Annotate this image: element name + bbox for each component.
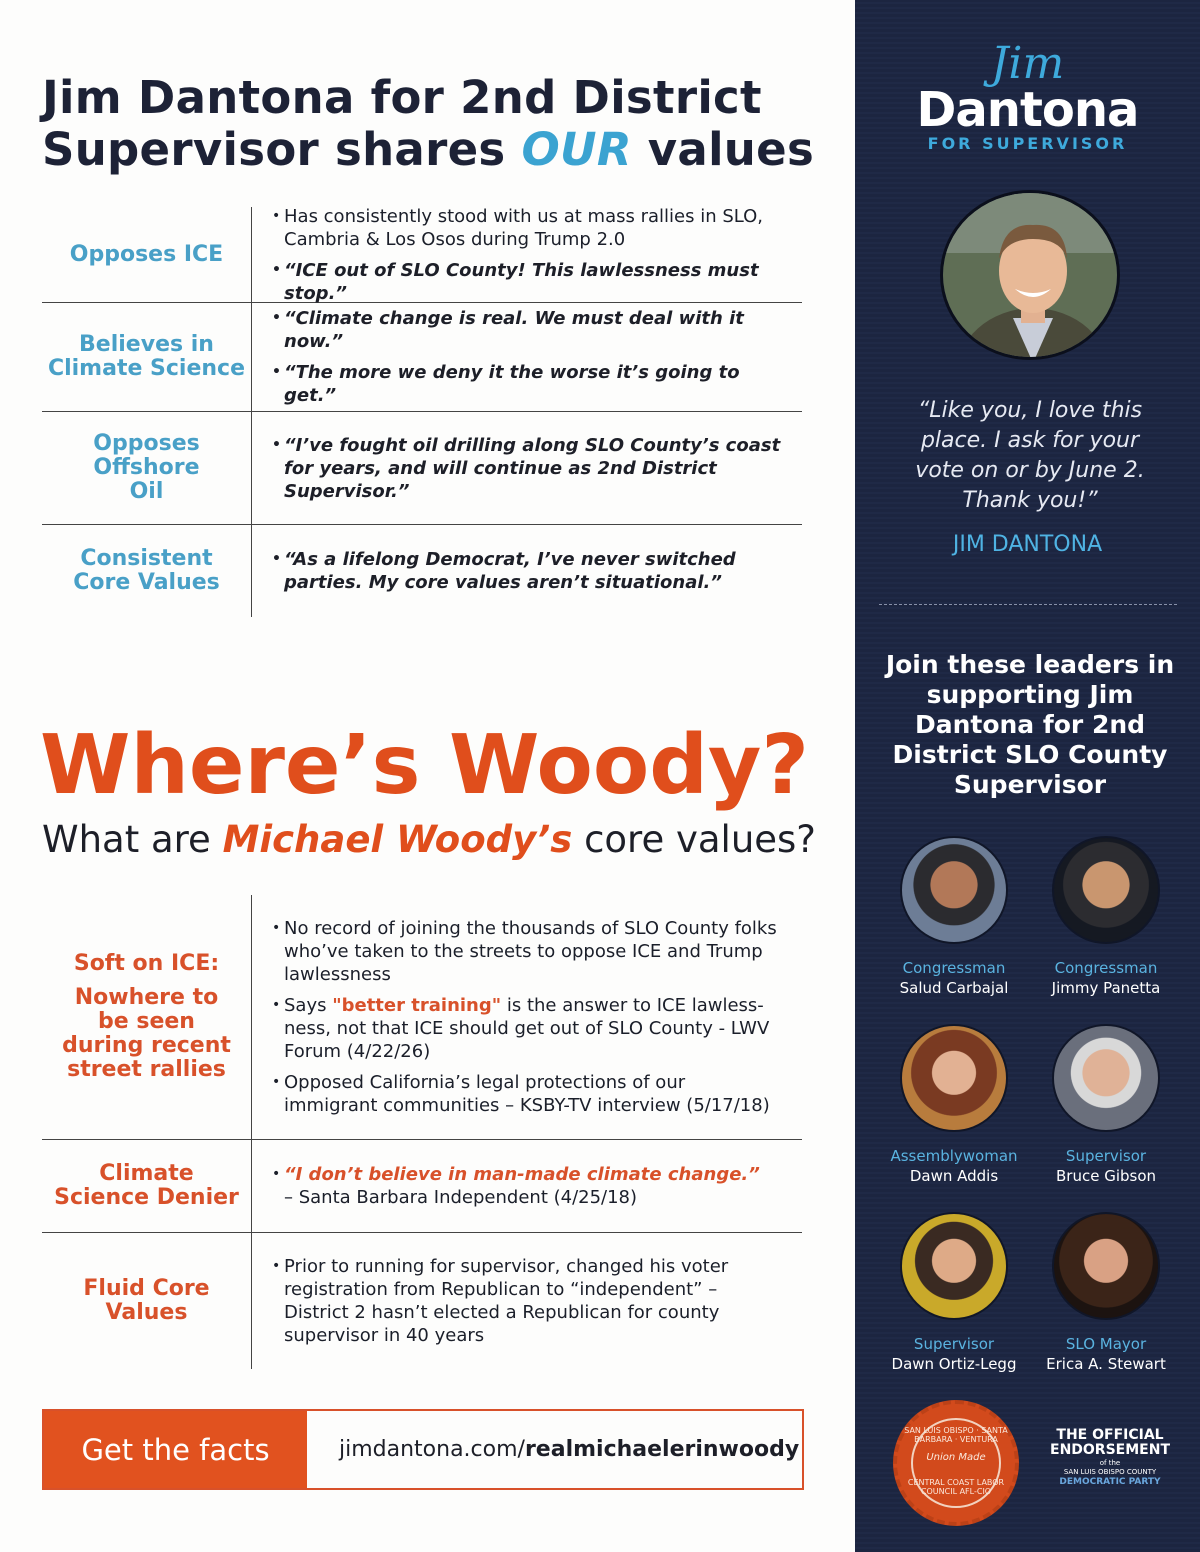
bullet-prefix: Says [284, 995, 327, 1016]
row-body [252, 895, 802, 1139]
row-body [252, 412, 802, 524]
candidate-portrait [940, 190, 1120, 360]
endorser-photo [1052, 836, 1160, 944]
table-row [42, 1140, 802, 1233]
title-emphasis: OUR [521, 123, 632, 176]
endorser-photo [900, 836, 1008, 944]
labor-council-seal [893, 1400, 1019, 1526]
endorser-name: Jimmy Panetta [1051, 979, 1161, 997]
row-label-line2: Nowhere to be seen during recent street rallies [62, 985, 231, 1082]
bullet-quote: • “The more we deny it the worse it’s going to get.” [284, 361, 784, 407]
seal-mid-text: Union Made [926, 1452, 986, 1463]
table-row [42, 303, 802, 412]
endorser-name: Dawn Addis [909, 1167, 999, 1185]
row-body [252, 303, 802, 411]
bullet-suffix: is the answer to ICE lawless-ness, not that ICE should get out of SLO County - LWV Forum (4/22/26) [284, 995, 770, 1062]
url-domain: jimdantona.com/ [339, 1437, 525, 1462]
table-row [42, 895, 802, 1140]
endorser-card [1031, 836, 1181, 998]
facts-url-link[interactable] [307, 1411, 802, 1488]
bullet [284, 1163, 784, 1209]
logo-dantona: Dantona [916, 82, 1139, 138]
row-body [252, 207, 802, 302]
endorser-role: Congressman [1054, 959, 1158, 977]
endorser-photo [900, 1212, 1008, 1320]
bullet: • Has consistently stood with us at mass rallies in SLO, Cambria & Los Osos during Trump 2.0 [284, 205, 784, 251]
get-facts-button[interactable]: Get the facts [44, 1411, 307, 1488]
woody-headline: Where’s Woody? [40, 718, 809, 813]
table-row [42, 412, 802, 525]
divider [879, 604, 1177, 605]
endorser-name: Bruce Gibson [1055, 1167, 1157, 1185]
bullet-quote: • “ICE out of SLO County! This lawlessness must stop.” [284, 259, 784, 305]
dantona-values-table [42, 207, 802, 617]
endorser-card [1031, 1024, 1181, 1186]
table-row [42, 1233, 802, 1369]
row-body [252, 1233, 802, 1369]
endorser-photo [1052, 1024, 1160, 1132]
endorser-photo [900, 1024, 1008, 1132]
official-title: THE OFFICIAL ENDORSEMENT [1050, 1427, 1170, 1458]
seal-bottom-text: CENTRAL COAST LABOR COUNCIL AFL-CIO [907, 1478, 1005, 1496]
official-party: DEMOCRATIC PARTY [1059, 1477, 1161, 1487]
endorser-role: Congressman [902, 959, 1006, 977]
woody-quote: “I don’t believe in man-made climate change.” [284, 1164, 760, 1185]
endorser-role: Supervisor [913, 1335, 995, 1353]
bullet-quote: • “As a lifelong Democrat, I’ve never switched parties. My core values aren’t situational.” [284, 548, 784, 594]
endorser-photo [1052, 1212, 1160, 1320]
bullet: • No record of joining the thousands of SLO County folks who’ve taken to the streets to oppose ICE and Trump lawlessness [284, 917, 784, 986]
row-label: Climate Science Denier [42, 1140, 252, 1232]
bullet: • Opposed California’s legal protections of our immigrant communities – KSBY-TV interview (5/17/18) [284, 1071, 784, 1117]
endorser-card [879, 1024, 1029, 1186]
bullet-highlight: "better training" [332, 995, 502, 1016]
row-label-line1: Soft on ICE: [73, 951, 220, 976]
logo-jim: Jim [990, 38, 1065, 89]
candidate-signature: JIM DANTONA [952, 532, 1103, 557]
seal-top-text: SAN LUIS OBISPO · SANTA BARBARA · VENTURA [904, 1426, 1008, 1444]
woody-subheadline [42, 815, 822, 865]
sidebar [855, 0, 1200, 1552]
woody-values-table [42, 895, 802, 1369]
party-endorsement-logo [1045, 1428, 1175, 1487]
row-label: Consistent Core Values [42, 525, 252, 617]
bullet-quote: • “Climate change is real. We must deal with it now.” [284, 307, 784, 353]
endorser-role: Supervisor [1065, 1147, 1147, 1165]
bullet [284, 994, 784, 1063]
endorser-name: Dawn Ortiz-Legg [891, 1355, 1017, 1373]
row-body [252, 525, 802, 617]
row-label [42, 895, 252, 1139]
official-county: SAN LUIS OBISPO COUNTY [1063, 1468, 1157, 1476]
opponent-name: Michael Woody’s [222, 818, 573, 861]
official-of: of the [1099, 1459, 1121, 1467]
endorser-name: Erica A. Stewart [1046, 1355, 1166, 1373]
table-row [42, 207, 802, 303]
row-label: Opposes ICE [42, 207, 252, 302]
bullet-quote: • “I’ve fought oil drilling along SLO County’s coast for years, and will continue as 2nd District Supervisor.” [284, 434, 784, 503]
quote-source: – Santa Barbara Independent (4/25/18) [284, 1187, 638, 1208]
page-title [42, 72, 832, 176]
bullet: • Prior to running for supervisor, changed his voter registration from Republican to “independent” – District 2 hasn’t elected a Republican for county supervisor in 40 years [284, 1255, 784, 1347]
endorsement-heading: Join these leaders in supporting Jim Dantona for 2nd District SLO County Supervisor [885, 650, 1175, 799]
endorser-role: SLO Mayor [1065, 1335, 1147, 1353]
endorser-role: Assemblywoman [890, 1147, 1018, 1165]
title-line1: Jim Dantona for 2nd District [42, 71, 762, 124]
endorser-card [1031, 1212, 1181, 1374]
logo-tagline: FOR SUPERVISOR [927, 134, 1128, 153]
title-end: values [647, 123, 815, 176]
row-label: Believes in Climate Science [42, 303, 252, 411]
candidate-quote: “Like you, I love this place. I ask for your vote on or by June 2. Thank you!” [915, 398, 1145, 513]
row-body [252, 1140, 802, 1232]
cta-banner[interactable] [42, 1409, 804, 1490]
portrait-image [943, 193, 1120, 360]
sub-suffix: core values? [584, 818, 816, 861]
endorser-card [879, 1212, 1029, 1374]
table-row [42, 525, 802, 617]
endorser-card [879, 836, 1029, 998]
row-label: Fluid Core Values [42, 1233, 252, 1369]
endorser-name: Salud Carbajal [899, 979, 1009, 997]
row-label: Opposes Offshore Oil [42, 412, 252, 524]
url-path: realmichaelerinwoody [524, 1437, 800, 1462]
title-line2: Supervisor shares [42, 123, 506, 176]
sub-prefix: What are [42, 818, 211, 861]
